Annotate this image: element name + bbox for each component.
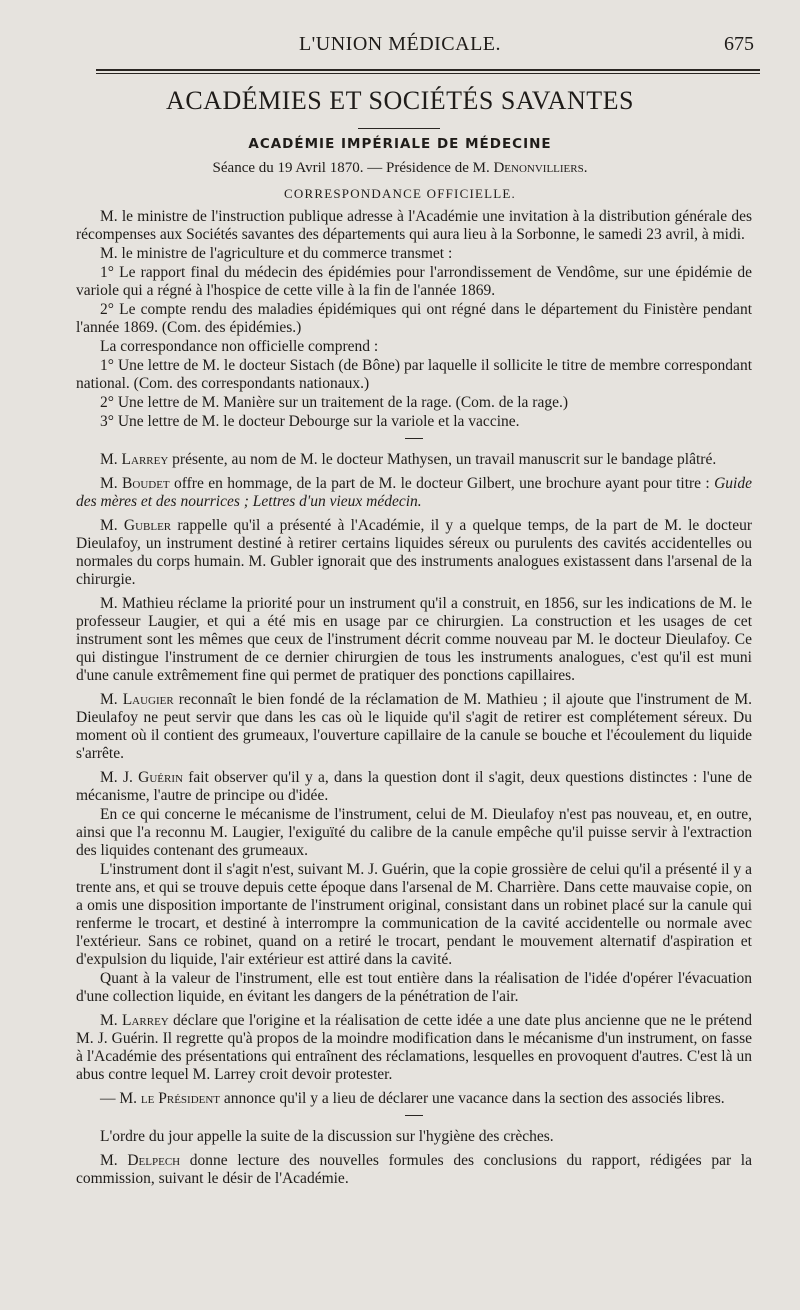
- speaker-name: Larrey: [121, 451, 169, 468]
- paragraph-text: fait observer qu'il y a, dans la question dont il s'agit, deux questions distinctes : l'une de mécanisme, l'autre de principe ou d'idée.: [76, 769, 752, 804]
- running-title: L'UNION MÉDICALE.: [298, 33, 502, 55]
- speaker-name: le Président: [140, 1090, 221, 1107]
- paragraph-prefix: — M.: [100, 1090, 141, 1107]
- separator-dash: [405, 438, 423, 439]
- paragraph-text: présente, au nom de M. le docteur Mathysen, un travail manuscrit sur le bandage plâtré.: [168, 451, 717, 468]
- speaker-name: Boudet: [122, 475, 170, 492]
- speaker-name: Larrey: [121, 1012, 169, 1029]
- paragraph: M. Gubler rappelle qu'il a présenté à l'Académie, il y a quelque temps, de la part de M. le docteur Dieulafoy, un instrument destiné à retirer certains liquides séreux ou purulents des cavités accidentelles ou normales du corps humain. M. Gubler ignorait que des instruments analogues existassent dans l'arsenal de la chirurgie.: [76, 517, 752, 588]
- paragraph-text: rappelle qu'il a présenté à l'Académie, il y a quelque temps, de la part de M. le docteur Dieulafoy, un instrument destiné à retirer certains liquides séreux ou purulents des cavités accidentelles ou normales du corps humain. M. Gubler ignorait que des instruments analogues existassent dans l'arsenal de la chirurgie.: [76, 517, 752, 588]
- header-rule-thin: [96, 73, 760, 74]
- paragraph: L'instrument dont il s'agit n'est, suivant M. J. Guérin, que la copie grossière de celui qu'il a présenté il y a trente ans, et qui se trouve depuis cette époque dans l'arsenal de M. Charrière. Dans cette mauvaise copie, on a omis une disposition importante de l'instrument original, consistant dans un robinet placé sur la canule qui renferme le trocart, et destiné à interrompre la communication de la cavité accidentelle ou normale avec l'extérieur. Sans ce robinet, quand on a retiré le trocart, pendant le mouvement alternatif d'aspiration et d'expulsion du liquide, l'air extérieur est attiré dans la cavité.: [76, 861, 752, 968]
- header-rule: [96, 69, 760, 71]
- paragraph: L'ordre du jour appelle la suite de la discussion sur l'hygiène des crèches.: [100, 1128, 554, 1145]
- paragraph-text: reconnaît le bien fondé de la réclamation de M. Mathieu ; il ajoute que l'instrument de M. Dieulafoy ne peut servir que dans les cas où le liquide qu'il s'agit de retirer est complétement séreux. Du moment où il contient des grumeaux, l'ouverture capillaire de la canule se bouche et l'écoulement du liquide s'arrête.: [76, 691, 752, 762]
- paragraph: M. J. Guérin fait observer qu'il y a, dans la question dont il s'agit, deux questions distinctes : l'une de mécanisme, l'autre de principe ou d'idée.: [76, 769, 752, 804]
- paragraph: 3° Une lettre de M. le docteur Debourge sur la variole et la vaccine.: [100, 413, 520, 430]
- running-header: [0, 33, 800, 61]
- paragraph: M. le ministre de l'agriculture et du commerce transmet :: [100, 245, 453, 262]
- paragraph-text: déclare que l'origine et la réalisation de cette idée a une date plus ancienne que ne le prétend M. J. Guérin. Il regrette qu'à propos de la moindre modification dans le mécanisme d'un instrument, on fasse à l'Académie des présentations qui entraînent des réclamations, lesquelles en provoquent d'autres. C'est là un abus contre lequel M. Larrey croit devoir protester.: [76, 1012, 752, 1083]
- separator-dash: [405, 1115, 423, 1116]
- speaker-name: Delpech: [127, 1152, 181, 1169]
- speaker-name: Gubler: [123, 517, 172, 534]
- correspondence-heading: CORRESPONDANCE OFFICIELLE.: [284, 186, 516, 201]
- academy-heading: ACADÉMIE IMPÉRIALE DE MÉDECINE: [248, 136, 552, 152]
- speaker-name: Laugier: [122, 691, 174, 708]
- page-number: 675: [724, 33, 754, 55]
- paragraph-text: annonce qu'il y a lieu de déclarer une vacance dans la section des associés libres.: [220, 1090, 725, 1107]
- paragraph: 2° Le compte rendu des maladies épidémiques qui ont régné dans le département du Finistère pendant l'année 1869. (Com. des épidémies.): [76, 301, 752, 336]
- title-rule: [358, 128, 440, 129]
- paragraph: M. le ministre de l'instruction publique adresse à l'Académie une invitation à la distribution générale des récompenses aux Sociétés savantes des départements qui aura lieu à la Sorbonne, le samedi 23 avril, à midi.: [76, 208, 752, 243]
- paragraph: 1° Une lettre de M. le docteur Sistach (de Bône) par laquelle il sollicite le titre de membre correspondant national. (Com. des correspondants nationaux.): [76, 357, 752, 392]
- paragraph: M. Larrey présente, au nom de M. le docteur Mathysen, un travail manuscrit sur le bandage plâtré.: [100, 451, 717, 468]
- speaker-name: J. Guérin: [122, 769, 183, 786]
- session-prefix: Séance du 19 Avril 1870. — Présidence de M.: [212, 160, 494, 176]
- president-name: Denonvilliers.: [493, 160, 588, 176]
- paragraph: [76, 1090, 752, 1108]
- paragraph: 1° Le rapport final du médecin des épidémies pour l'arrondissement de Vendôme, sur une épidémie de variole qui a régné à l'hospice de cette ville à la fin de l'année 1869.: [76, 264, 752, 299]
- paragraph: La correspondance non officielle comprend :: [100, 338, 379, 355]
- paragraph-text: offre en hommage, de la part de M. le docteur Gilbert, une brochure ayant pour titre :: [169, 475, 715, 492]
- paragraph: M. Laugier reconnaît le bien fondé de la réclamation de M. Mathieu ; il ajoute que l'instrument de M. Dieulafoy ne peut servir que dans les cas où le liquide qu'il s'agit de retirer est complétement séreux. Du moment où il contient des grumeaux, l'ouverture capillaire de la canule se bouche et l'écoulement du liquide s'arrête.: [76, 691, 752, 762]
- paragraph: M. Boudet offre en hommage, de la part de M. le docteur Gilbert, une brochure ayant pour titre : Guide des mères et des nourrices ; Lettres d'un vieux médecin.: [76, 475, 752, 510]
- session-line: [0, 160, 800, 177]
- paragraph: En ce qui concerne le mécanisme de l'instrument, celui de M. Dieulafoy n'est pas nouveau, et, en outre, ainsi que l'a reconnu M. Laugier, l'exiguïté du calibre de la canule empêche qu'il puisse servir à l'extraction des liquides contenant des grumeaux.: [76, 806, 752, 859]
- paragraph: M. Delpech donne lecture des nouvelles formules des conclusions du rapport, rédigées par la commission, suivant le désir de l'Académie.: [76, 1152, 752, 1187]
- book-title: Guide des mères et des nourrices ; Lettres d'un vieux médecin.: [76, 475, 752, 510]
- paragraph: 2° Une lettre de M. Manière sur un traitement de la rage. (Com. de la rage.): [100, 394, 569, 411]
- paragraph: M. Larrey déclare que l'origine et la réalisation de cette idée a une date plus ancienne que ne le prétend M. J. Guérin. Il regrette qu'à propos de la moindre modification dans le mécanisme d'un instrument, on fasse à l'Académie des présentations qui entraînent des réclamations, lesquelles en provoquent d'autres. C'est là un abus contre lequel M. Larrey croit devoir protester.: [76, 1012, 752, 1083]
- paragraph: Quant à la valeur de l'instrument, elle est tout entière dans la réalisation de l'idée d'opérer l'évacuation d'une collection liquide, en évitant les dangers de la pénétration de l'air.: [76, 970, 752, 1005]
- article-body: [76, 208, 752, 1189]
- section-title: ACADÉMIES ET SOCIÉTÉS SAVANTES: [166, 86, 634, 115]
- paragraph-text: donne lecture des nouvelles formules des conclusions du rapport, rédigées par la commission, suivant le désir de l'Académie.: [76, 1152, 752, 1187]
- paragraph: M. Mathieu réclame la priorité pour un instrument qu'il a construit, en 1856, sur les indications de M. le professeur Laugier, et qui a été mis en usage par ce chirurgien. La construction et les usages de cet instrument sont les mêmes que ceux de l'instrument décrit comme nouveau par M. le docteur Dieulafoy. Ce qui distingue l'instrument de ce dernier chirurgien de tous les instruments analogues, c'est qu'il est muni d'une canule extrêmement fine qui permet de pratiquer des ponctions capillaires.: [76, 595, 752, 684]
